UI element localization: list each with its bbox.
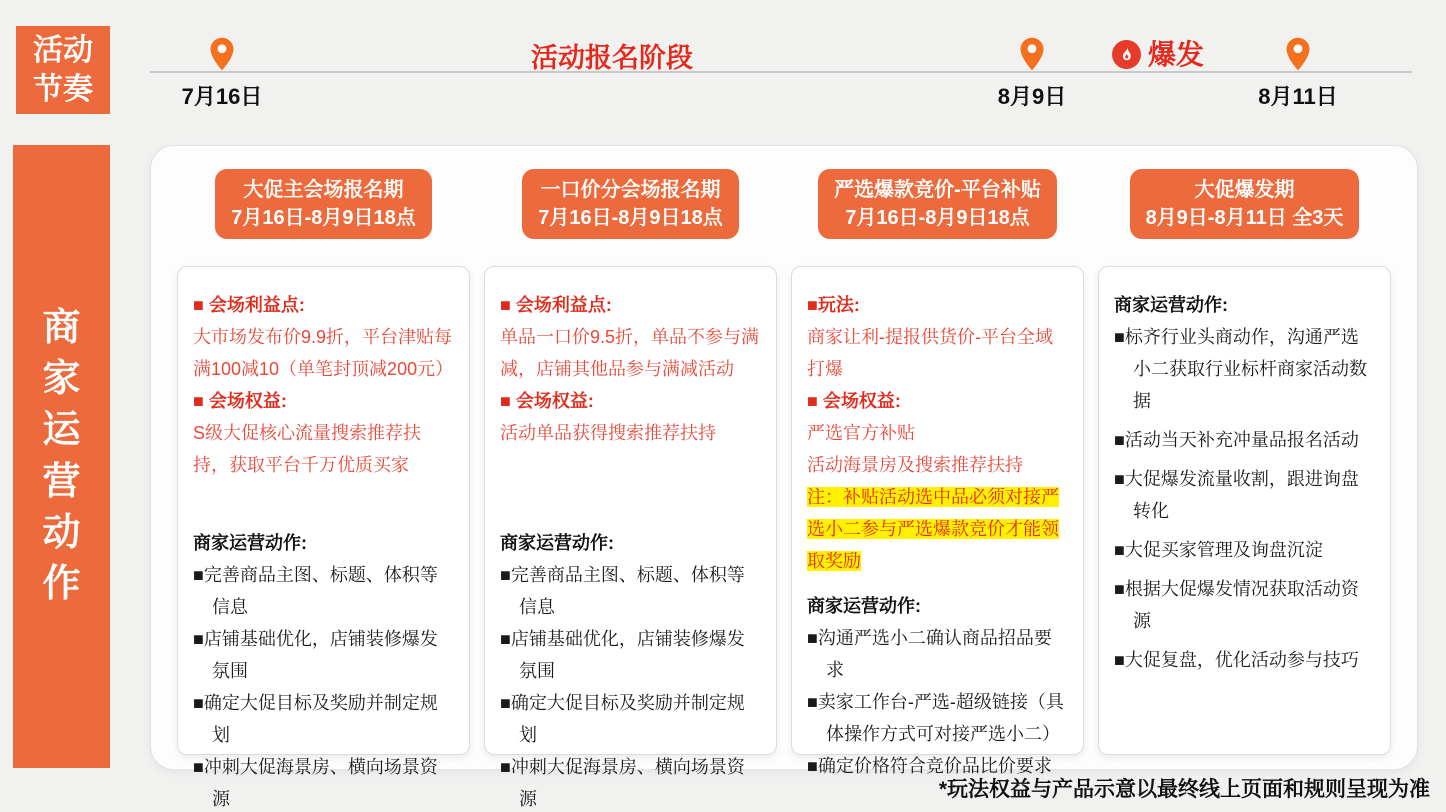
action-bullet: ■大促复盘，优化活动参与技巧 bbox=[1114, 650, 1359, 670]
phase-header-line: 7月16日-8月9日18点 bbox=[538, 207, 723, 229]
section-heading: 商家运营动作: bbox=[807, 596, 921, 616]
section-heading-red: ■玩法: bbox=[807, 295, 860, 315]
phase-column-2 bbox=[484, 169, 777, 809]
badge-line1: 活动 bbox=[33, 34, 93, 67]
section-heading: 商家运营动作: bbox=[500, 533, 614, 553]
phase-header-line: 大促主会场报名期 bbox=[243, 179, 404, 201]
phase-card-1 bbox=[177, 266, 470, 809]
benefit-text: 大市场发布价9.9折，平台津贴每满100减10（单笔封顶减200元） bbox=[193, 327, 454, 379]
phase-header-4 bbox=[1130, 169, 1360, 239]
benefit-text: S级大促核心流量搜索推荐扶持，获取平台千万优质买家 bbox=[193, 423, 422, 475]
milestone-date-1: 7月16日 bbox=[181, 84, 263, 109]
phase-column-3 bbox=[791, 169, 1084, 776]
action-bullet: ■大促爆发流量收割，跟进询盘转化 bbox=[1114, 469, 1359, 521]
milestone-date-3: 8月11日 bbox=[1258, 84, 1338, 109]
milestone-date-2: 8月9日 bbox=[997, 84, 1067, 109]
location-pin-icon bbox=[1287, 37, 1310, 71]
note-highlight bbox=[807, 481, 1068, 577]
benefit-text: 活动单品获得搜索推荐扶持 bbox=[500, 423, 716, 443]
benefit-text: 活动海景房及搜索推荐扶持 bbox=[807, 455, 1023, 475]
phase-column-1 bbox=[177, 169, 470, 809]
sidebar-label: 商家运营动作 bbox=[42, 306, 81, 606]
action-bullet: ■完善商品主图、标题、体积等信息 bbox=[500, 565, 745, 617]
badge-line2: 节奏 bbox=[33, 73, 93, 106]
section-heading-red: ■ 会场权益: bbox=[807, 391, 901, 411]
phase-card-3 bbox=[791, 266, 1084, 776]
benefit-text: 商家让利-提报供货价-平台全域打爆 bbox=[807, 327, 1053, 379]
benefit-text: 严选官方补贴 bbox=[807, 423, 915, 443]
action-bullet: ■根据大促爆发情况获取活动资源 bbox=[1114, 579, 1359, 631]
phase-header-3 bbox=[818, 169, 1057, 239]
activity-rhythm-badge bbox=[16, 26, 110, 114]
phase-header-line: 大促爆发期 bbox=[1194, 179, 1295, 201]
section-heading-red: ■ 会场权益: bbox=[193, 391, 287, 411]
phase-header-line: 7月16日-8月9日18点 bbox=[845, 207, 1030, 229]
flame-icon bbox=[1112, 40, 1141, 69]
sidebar-merchant-actions bbox=[13, 145, 110, 768]
action-bullet: ■店铺基础优化，店铺装修爆发氛围 bbox=[193, 629, 438, 681]
action-bullet: ■冲刺大促海景房、横向场景资源 bbox=[500, 757, 745, 809]
note-highlight-text: 注：补贴活动选中品必须对接严选小二参与严选爆款竞价才能领取奖励 bbox=[807, 487, 1059, 571]
phase-title: 活动报名阶段 bbox=[531, 43, 693, 73]
action-bullet: ■店铺基础优化，店铺装修爆发氛围 bbox=[500, 629, 745, 681]
phase-header-line: 严选爆款竞价-平台补贴 bbox=[834, 179, 1041, 201]
phase-header-line: 8月9日-8月11日 全3天 bbox=[1145, 207, 1344, 229]
section-heading-red: ■ 会场利益点: bbox=[193, 295, 305, 315]
disclaimer: *玩法权益与产品示意以最终线上页面和规则呈现为准 bbox=[938, 778, 1430, 801]
phase-header-2 bbox=[522, 169, 739, 239]
phase-header-line: 7月16日-8月9日18点 bbox=[231, 207, 416, 229]
action-bullet: ■大促买家管理及询盘沉淀 bbox=[1114, 540, 1323, 560]
phase-header-line: 一口价分会场报名期 bbox=[540, 179, 721, 201]
action-bullet: ■确定价格符合竞价品比价要求 bbox=[807, 756, 1052, 776]
action-bullet: ■确定大促目标及奖励并制定规划 bbox=[500, 693, 745, 745]
section-heading: 商家运营动作: bbox=[1114, 295, 1228, 315]
timeline-axis bbox=[150, 71, 1412, 73]
action-bullet: ■完善商品主图、标题、体积等信息 bbox=[193, 565, 438, 617]
phase-header-1 bbox=[215, 169, 432, 239]
location-pin-icon bbox=[1021, 37, 1044, 71]
phase-card-2 bbox=[484, 266, 777, 809]
action-bullet: ■活动当天补充冲量品报名活动 bbox=[1114, 430, 1359, 450]
location-pin-icon bbox=[211, 37, 234, 71]
section-heading: 商家运营动作: bbox=[193, 533, 307, 553]
benefit-text: 单品一口价9.5折，单品不参与满减，店铺其他品参与满减活动 bbox=[500, 327, 760, 379]
section-heading-red: ■ 会场利益点: bbox=[500, 295, 612, 315]
phase-column-4 bbox=[1098, 169, 1391, 755]
action-bullet: ■标齐行业头商动作，沟通严选小二获取行业标杆商家活动数据 bbox=[1114, 327, 1367, 411]
phase-card-4 bbox=[1098, 266, 1391, 755]
action-bullet: ■确定大促目标及奖励并制定规划 bbox=[193, 693, 438, 745]
burst-label: 爆发 bbox=[1148, 39, 1205, 70]
section-heading-red: ■ 会场权益: bbox=[500, 391, 594, 411]
action-bullet: ■卖家工作台-严选-超级链接（具体操作方式可对接严选小二） bbox=[807, 692, 1064, 744]
action-bullet: ■沟通严选小二确认商品招品要求 bbox=[807, 628, 1052, 680]
burst-marker bbox=[1112, 40, 1204, 69]
action-bullet: ■冲刺大促海景房、横向场景资源 bbox=[193, 757, 438, 809]
